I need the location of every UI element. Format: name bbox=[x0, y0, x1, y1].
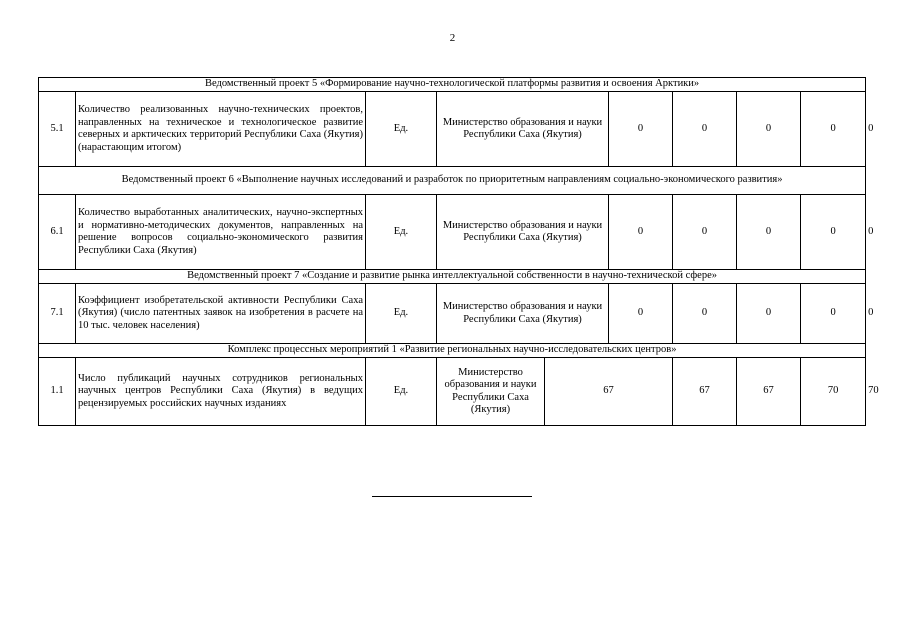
section-header-row bbox=[39, 270, 866, 284]
indicator-description: Количество выработанных аналитических, научно-экспертных и нормативно-методических документов, направленных на решение вопросов социально-экономического развития Республики Саха (Якутия) bbox=[76, 195, 366, 270]
section-header: Ведомственный проект 7 «Создание и развитие рынка интеллектуальной собственности в научно-технической сфере» bbox=[39, 270, 866, 284]
indicators-table bbox=[38, 77, 879, 426]
page-number: 2 bbox=[449, 32, 456, 44]
value-cell: 0 bbox=[609, 92, 673, 167]
indicator-description: Коэффициент изобретательской активности Республики Саха (Якутия) (число патентных заявок на изобретения в расчете на 10 тыс. человек населения) bbox=[76, 284, 366, 344]
unit-cell: Ед. bbox=[366, 92, 437, 167]
table-row: 6.1 Количество выработанных аналитических, научно-экспертных и нормативно-методических документов, направленных на решение вопросов социально-экономического развития Республики Саха (Якутия) Ед. Министерство образования и науки Республики Саха (Якутия) 0 0 0 0 0 bbox=[39, 195, 866, 270]
table-row: 7.1 Коэффициент изобретательской активности Республики Саха (Якутия) (число патентных заявок на изобретения в расчете на 10 тыс. человек населения) Ед. Министерство образования и науки Республики Саха (Якутия) 0 0 0 0 0 bbox=[39, 284, 866, 344]
row-number: 6.1 bbox=[39, 195, 76, 270]
indicator-description: Число публикаций научных сотрудников региональных научных центров Республики Саха (Якутия) в ведущих рецензируемых российских научных изданиях bbox=[76, 358, 366, 426]
value-cell: 0 bbox=[737, 195, 801, 270]
section-header: Комплекс процессных мероприятий 1 «Развитие региональных научно-исследовательских центров» bbox=[39, 344, 866, 358]
section-header: Ведомственный проект 5 «Формирование научно-технологической платформы развития и освоения Арктики» bbox=[39, 78, 866, 92]
responsible-org: Министерство образования и науки Республики Саха (Якутия) bbox=[437, 92, 609, 167]
value-cell: 0 bbox=[673, 195, 737, 270]
value-cell: 0 bbox=[801, 284, 866, 344]
indicator-description: Количество реализованных научно-технических проектов, направленных на техническое и технологическое развитие северных и арктических территорий Республики Саха (Якутия) (нарастающим итогом) bbox=[76, 92, 366, 167]
responsible-org: Министерство образования и науки Республики Саха (Якутия) bbox=[437, 358, 545, 426]
responsible-org: Министерство образования и науки Республики Саха (Якутия) bbox=[437, 195, 609, 270]
value-cell: 0 bbox=[673, 92, 737, 167]
row-number: 1.1 bbox=[39, 358, 76, 426]
value-cell: 67 bbox=[545, 358, 673, 426]
value-cell: 0 bbox=[737, 92, 801, 167]
value-cell: 0 bbox=[801, 92, 866, 167]
row-number: 5.1 bbox=[39, 92, 76, 167]
unit-cell: Ед. bbox=[366, 358, 437, 426]
table-row: 1.1 Число публикаций научных сотрудников региональных научных центров Республики Саха (Якутия) в ведущих рецензируемых российских научных изданиях Ед. Министерство образования и науки Республики Саха (Якутия) 67 67 67 70 70 bbox=[39, 358, 866, 426]
section-header-row bbox=[39, 167, 866, 195]
value-cell: 67 bbox=[737, 358, 801, 426]
section-header-row bbox=[39, 344, 866, 358]
footer-divider bbox=[372, 496, 532, 497]
section-header: Ведомственный проект 6 «Выполнение научных исследований и разработок по приоритетным направлениям социально-экономического развития» bbox=[39, 167, 866, 195]
table-row: 5.1 Количество реализованных научно-технических проектов, направленных на техническое и технологическое развитие северных и арктических территорий Республики Саха (Якутия) (нарастающим итогом) Ед. Министерство образования и науки Республики Саха (Якутия) 0 0 0 0 0 bbox=[39, 92, 866, 167]
value-cell: 0 bbox=[609, 195, 673, 270]
value-cell: 67 bbox=[673, 358, 737, 426]
value-cell: 0 bbox=[801, 195, 866, 270]
value-cell: 0 bbox=[737, 284, 801, 344]
value-cell: 0 bbox=[673, 284, 737, 344]
responsible-org: Министерство образования и науки Республики Саха (Якутия) bbox=[437, 284, 609, 344]
unit-cell: Ед. bbox=[366, 284, 437, 344]
section-header-row bbox=[39, 78, 866, 92]
value-cell: 70 bbox=[801, 358, 866, 426]
value-cell: 0 bbox=[609, 284, 673, 344]
row-number: 7.1 bbox=[39, 284, 76, 344]
unit-cell: Ед. bbox=[366, 195, 437, 270]
